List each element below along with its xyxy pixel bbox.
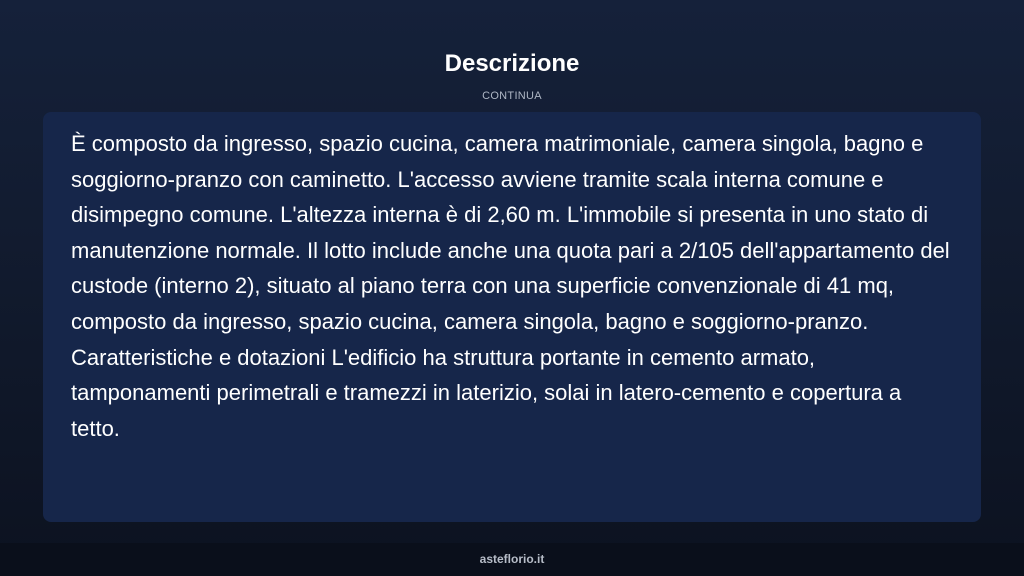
- description-card: [43, 112, 981, 522]
- section-subtitle: CONTINUA: [482, 90, 542, 102]
- footer-bar: [0, 543, 1024, 576]
- description-text: È composto da ingresso, spazio cucina, camera matrimoniale, camera singola, bagno e soggiorno-pranzo con caminetto. L'accesso avviene tramite scala interna comune e disimpegno comune. L'altezza interna è di 2,60 m. L'immobile si presenta in uno stato di manutenzione normale. Il lotto include anche una quota pari a 2/105 dell'appartamento del custode (interno 2), situato al piano terra con una superficie convenzionale di 41 mq, composto da ingresso, spazio cucina, camera singola, bagno e soggiorno-pranzo. Caratteristiche e dotazioni L'edificio ha struttura portante in cemento armato, tamponamenti perimetrali e tramezzi in laterizio, solai in latero-cemento e copertura a tetto.: [71, 131, 950, 441]
- page-title: Descrizione: [444, 50, 580, 77]
- footer-site-label: asteflorio.it: [479, 552, 545, 566]
